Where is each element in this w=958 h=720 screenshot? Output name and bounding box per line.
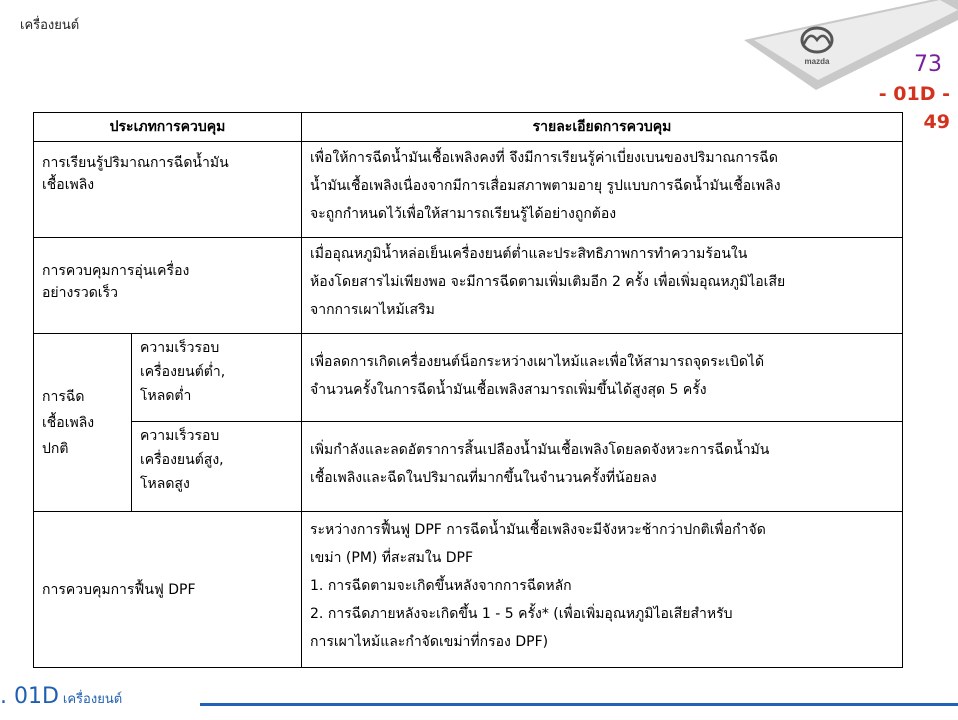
page-number: 73	[914, 52, 942, 77]
row-type-cell: การควบคุมการฟื้นฟู DPF	[34, 512, 302, 668]
col-header-type: ประเภทการควบคุม	[34, 113, 302, 142]
control-spec-table	[33, 112, 903, 668]
footer-divider	[200, 703, 958, 706]
col-header-detail: รายละเอียดการควบคุม	[302, 113, 903, 142]
section-title-top: เครื่องยนต์	[20, 18, 80, 33]
footer-section-code	[0, 684, 122, 709]
group-label-cell: การฉีด เชื้อเพลิง ปกติ	[34, 334, 132, 512]
mazda-logo-wordmark: mazda	[804, 57, 830, 66]
row-detail-cell: เพื่อให้การฉีดน้ำมันเชื้อเพลิงคงที่ จึงมีการเรียนรู้ค่าเบี่ยงเบนของปริมาณการฉีด น้ำมันเชื้อเพลิงเนื่องจากมีการเสื่อมสภาพตามอายุ รูปแบบการฉีดน้ำมันเชื้อเพลิง จะถูกกำหนดไว้เพื่อให้สามารถเรียนรู้ได้อย่างถูกต้อง	[302, 142, 903, 238]
section-code-line1: - 01D -	[878, 83, 950, 105]
row-detail-cell: ระหว่างการฟื้นฟู DPF การฉีดน้ำมันเชื้อเพลิงจะมีจังหวะช้ากว่าปกติเพื่อกำจัด เขม่า (PM) ที่สะสมใน DPF 1. การฉีดตามจะเกิดขึ้นหลังจากการฉีดหลัก 2. การฉีดภายหลังจะเกิดขึ้น 1 - 5 ครั้ง* (เพื่อเพิ่มอุณหภูมิไอเสียสำหรับ การเผาไหม้และกำจัดเขม่าที่กรอง DPF)	[302, 512, 903, 668]
row-type-cell: การเรียนรู้ปริมาณการฉีดน้ำมัน เชื้อเพลิง	[34, 142, 302, 238]
table-header-row	[34, 113, 903, 142]
section-code-line2: 49	[923, 111, 950, 133]
table-row	[34, 422, 903, 512]
footer-code-label: เครื่องยนต์	[62, 692, 123, 707]
row-type-cell: การควบคุมการอุ่นเครื่อง อย่างรวดเร็ว	[34, 238, 302, 334]
table-row	[34, 142, 903, 238]
row-detail-cell: เมื่ออุณหภูมิน้ำหล่อเย็นเครื่องยนต์ต่ำและประสิทธิภาพการทำความร้อนใน ห้องโดยสารไม่เพียงพอ จะมีการฉีดตามเพิ่มเติมอีก 2 ครั้ง เพื่อเพิ่มอุณหภูมิไอเสีย จากการเผาไหม้เสริม	[302, 238, 903, 334]
subrow-detail-cell: เพื่อลดการเกิดเครื่องยนต์น็อกระหว่างเผาไหม้และเพื่อให้สามารถจุดระเบิดได้ จำนวนครั้งในการฉีดน้ำมันเชื้อเพลิงสามารถเพิ่มขึ้นได้สูงสุด 5 ครั้ง	[302, 334, 903, 422]
table-row	[34, 512, 903, 668]
subrow-type-cell: ความเร็วรอบ เครื่องยนต์ต่ำ, โหลดต่ำ	[132, 334, 302, 422]
table-row	[34, 334, 903, 422]
footer-code-number: . 01D	[0, 684, 59, 709]
subrow-type-cell: ความเร็วรอบ เครื่องยนต์สูง, โหลดสูง	[132, 422, 302, 512]
table-row	[34, 238, 903, 334]
subrow-detail-cell: เพิ่มกำลังและลดอัตราการสิ้นเปลืองน้ำมันเชื้อเพลิงโดยลดจังหวะการฉีดน้ำมัน เชื้อเพลิงและฉีดในปริมาณที่มากขึ้นในจำนวนครั้งที่น้อยลง	[302, 422, 903, 512]
